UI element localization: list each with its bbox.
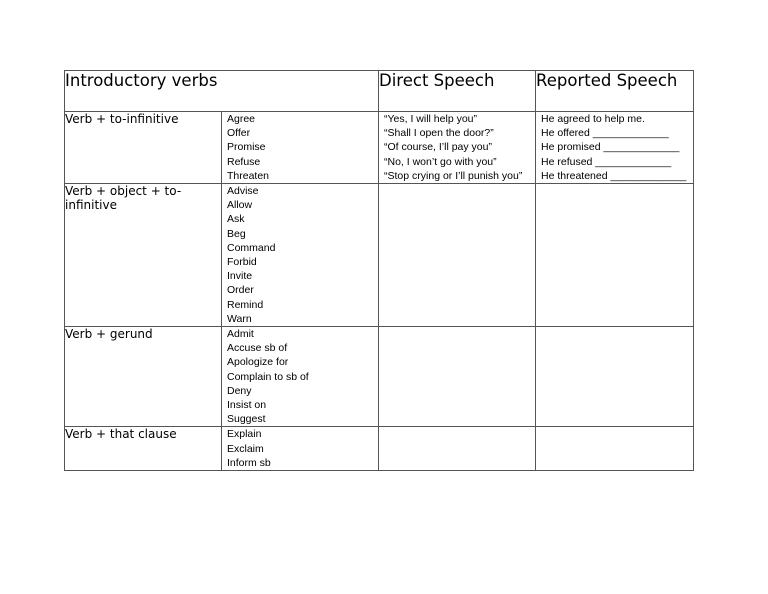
category-cell: Verb + gerund	[65, 327, 222, 427]
verb-item: Inform sb	[227, 456, 271, 469]
direct-speech-cell	[379, 184, 536, 327]
verb-item: Agree	[227, 113, 256, 125]
table-row	[65, 112, 694, 184]
header-introductory-verbs: Introductory verbs	[65, 71, 379, 112]
direct-speech-cell	[379, 112, 536, 184]
reported-speech-item: He threatened _____________	[541, 169, 687, 182]
reported-speech-cell	[536, 427, 694, 471]
verb-item: Beg	[227, 227, 246, 240]
verb-item: Accuse sb of	[227, 342, 288, 355]
verb-item: Offer	[227, 127, 251, 140]
direct-speech-item: “Yes, I will help you”	[384, 113, 478, 125]
verb-item: Suggest	[227, 413, 266, 426]
reported-speech-cell	[536, 112, 694, 184]
category-cell: Verb + to-infinitive	[65, 112, 222, 184]
table-header-row	[65, 71, 694, 112]
verbs-cell	[222, 184, 379, 327]
table-row	[65, 427, 694, 471]
reported-speech-item: He refused _____________	[541, 155, 672, 168]
verb-item: Refuse	[227, 155, 261, 168]
verb-item: Deny	[227, 384, 252, 397]
direct-speech-item: “No, I won’t go with you”	[384, 155, 497, 168]
reported-speech-cell	[536, 184, 694, 327]
verb-item: Remind	[227, 298, 264, 311]
verb-item: Exclaim	[227, 442, 264, 455]
verb-item: Admit	[227, 328, 254, 341]
verb-item: Promise	[227, 141, 266, 154]
verb-item: Explain	[227, 428, 262, 441]
verb-item: Command	[227, 241, 276, 254]
direct-speech-cell	[379, 427, 536, 471]
category-cell: Verb + that clause	[65, 427, 222, 471]
reported-speech-table	[64, 70, 694, 471]
verb-item: Insist on	[227, 399, 267, 412]
direct-speech-cell	[379, 327, 536, 427]
reported-speech-item: He offered _____________	[541, 127, 669, 140]
verb-item: Apologize for	[227, 356, 289, 369]
direct-speech-item: “Shall I open the door?”	[384, 127, 494, 140]
direct-speech-item: “Of course, I’ll pay you”	[384, 141, 492, 154]
header-direct-speech: Direct Speech	[379, 71, 536, 112]
verb-item: Complain to sb of	[227, 370, 309, 383]
verb-item: Threaten	[227, 169, 270, 182]
category-cell: Verb + object + to-infinitive	[65, 184, 222, 327]
verb-item: Order	[227, 284, 254, 297]
verb-item: Forbid	[227, 256, 257, 269]
verbs-cell	[222, 112, 379, 184]
verb-item: Advise	[227, 185, 259, 198]
reported-speech-item: He promised _____________	[541, 141, 680, 154]
verb-item: Allow	[227, 199, 253, 212]
table-row	[65, 327, 694, 427]
verbs-cell	[222, 427, 379, 471]
verb-item: Invite	[227, 270, 253, 283]
verb-item: Warn	[227, 312, 252, 325]
direct-speech-item: “Stop crying or I’ll punish you”	[384, 169, 523, 182]
verbs-cell	[222, 327, 379, 427]
reported-speech-item: He agreed to help me.	[541, 113, 645, 125]
table-row	[65, 184, 694, 327]
verb-item: Ask	[227, 213, 245, 226]
header-reported-speech: Reported Speech	[536, 71, 694, 112]
reported-speech-cell	[536, 327, 694, 427]
